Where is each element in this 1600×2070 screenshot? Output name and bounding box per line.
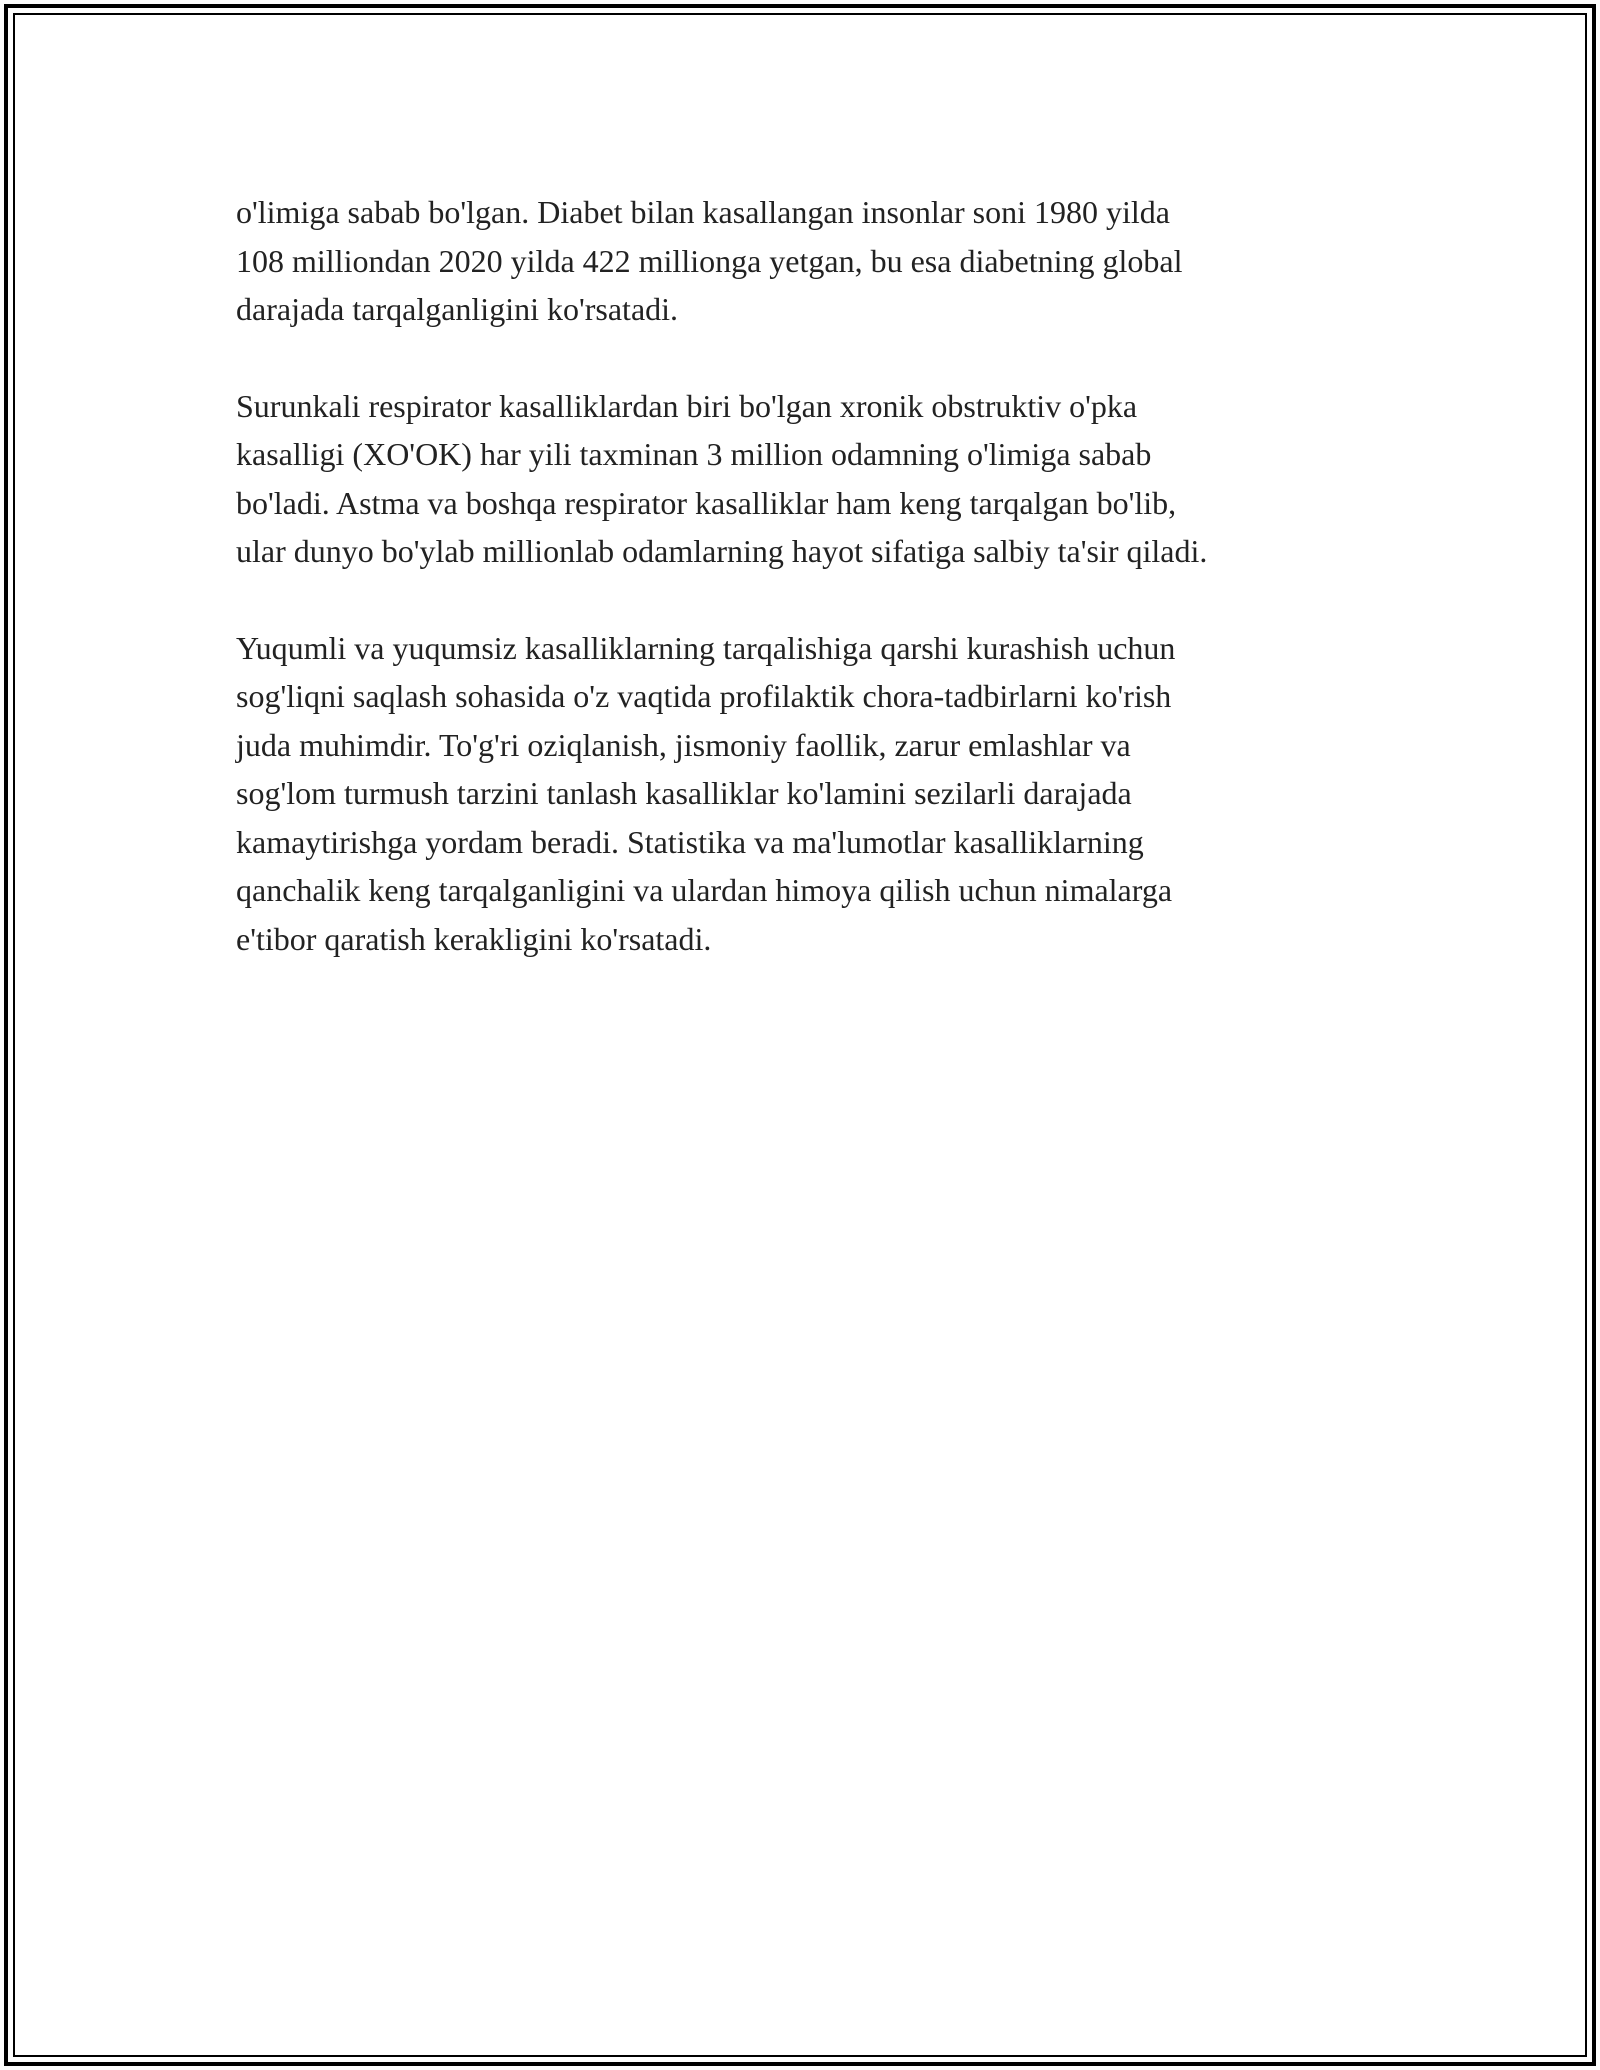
text-line: juda muhimdir. To'g'ri oziqlanish, jismoniy faollik, zarur emlashlar va — [236, 726, 1131, 763]
text-line: kasalligi (XO'OK) har yili taxminan 3 million odamning o'limiga sabab — [236, 436, 1152, 472]
paragraph-diabetes — [236, 188, 1386, 334]
text-line: ular dunyo bo'ylab millionlab odamlarning hayot sifatiga salbiy ta'sir qiladi. — [236, 533, 1208, 569]
text-line: sog'lom turmush tarzini tanlash kasalliklar ko'lamini sezilarli darajada — [236, 775, 1132, 811]
text-line: sog'liqni saqlash sohasida o'z vaqtida profilaktik chora-tadbirlarni ko'rish — [236, 678, 1172, 714]
paragraph-prevention — [236, 624, 1386, 964]
text-line: Surunkali respirator kasalliklardan biri bo'lgan xronik obstruktiv o'pka — [236, 387, 1138, 424]
text-line: o'limiga sabab bo'lgan. Diabet bilan kasallangan insonlar soni 1980 yilda — [236, 194, 1170, 230]
text-line: Yuqumli va yuqumsiz kasalliklarning tarqalishiga qarshi kurashish uchun — [236, 629, 1176, 666]
text-line: darajada tarqalganligini ko'rsatadi. — [236, 291, 679, 327]
text-line: bo'ladi. Astma va boshqa respirator kasalliklar ham keng tarqalgan bo'lib, — [236, 484, 1177, 521]
text-line: kamaytirishga yordam beradi. Statistika va ma'lumotlar kasalliklarning — [236, 823, 1144, 860]
text-line: e'tibor qaratish kerakligini ko'rsatadi. — [236, 920, 712, 957]
text-line: 108 milliondan 2020 yilda 422 millionga yetgan, bu esa diabetning global — [236, 242, 1183, 279]
document-body — [236, 188, 1386, 1011]
text-line: qanchalik keng tarqalganligini va ulardan himoya qilish uchun nimalarga — [236, 872, 1173, 908]
paragraph-respiratory — [236, 382, 1386, 576]
